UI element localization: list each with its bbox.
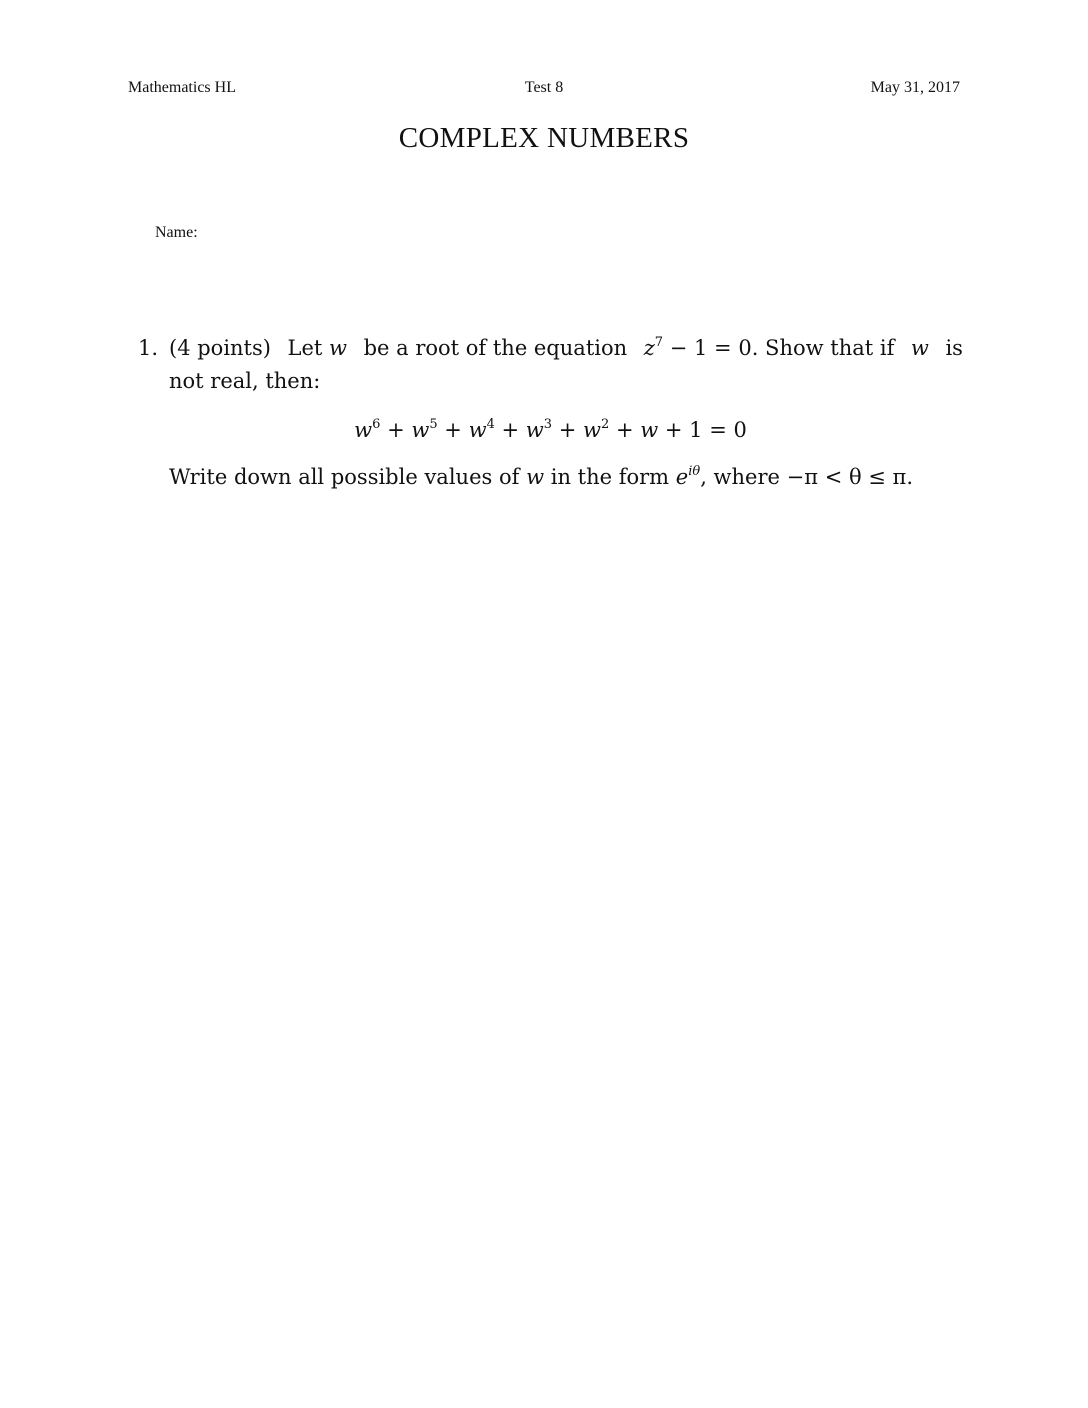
question-number: 1.	[138, 336, 159, 360]
euler-form: $e^{i\theta}$	[675, 464, 701, 489]
question-line-1: (4 points) Let w be a root of the equation $z^7 - 1 = 0$. Show that if w is	[169, 332, 963, 365]
page-title: COMPLEX NUMBERS	[398, 122, 690, 154]
display-equation: $w^6 + w^5 + w^4 + w^3 + w^2 + w + 1 = 0$	[354, 417, 747, 442]
question-line-2: not real, then:	[169, 369, 321, 393]
name-label: Name:	[155, 224, 198, 241]
equation-inline: $z^7 - 1 = 0$. Show that if	[643, 335, 895, 360]
header-date: May 31, 2017	[870, 79, 960, 96]
header-course: Mathematics HL	[128, 79, 236, 96]
question-instruction: Write down all possible values of w in the form $e^{i\theta}$, where −π < θ ≤ π.	[169, 464, 914, 489]
question-1	[138, 332, 963, 494]
question-points: (4 points)	[169, 336, 271, 360]
header-test: Test 8	[524, 79, 564, 96]
question-body	[169, 332, 963, 494]
